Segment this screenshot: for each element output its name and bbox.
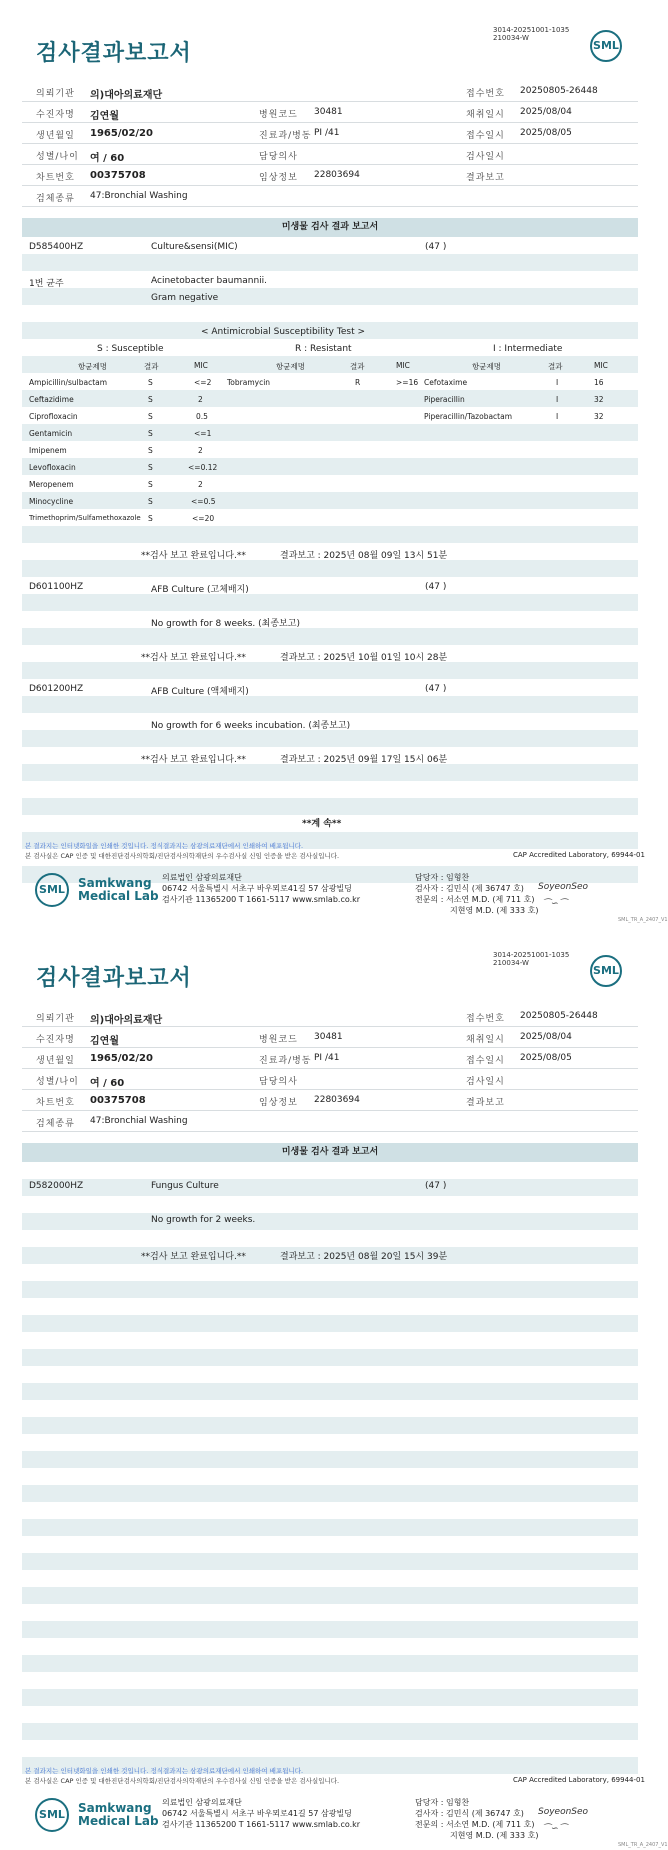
addr-line: 검사기관 11365200 T 1661-5117 www.smlab.co.kr: [162, 895, 361, 904]
row-bg: [22, 1417, 638, 1434]
col-drug: 항균제명: [472, 362, 501, 371]
row-bg: [22, 1706, 638, 1723]
staff-line: 지현영 M.D. (제 333 호): [450, 1831, 539, 1840]
ast-drug: Minocycline: [29, 497, 74, 506]
value-chart: 00375708: [90, 170, 146, 181]
label-clinical: 임상정보: [259, 1098, 298, 1108]
row-bg: [22, 781, 638, 798]
row-bg: [22, 1383, 638, 1400]
label-clinical: 임상정보: [259, 173, 298, 183]
ast-result: S: [148, 429, 153, 438]
brand-line-2: Medical Lab: [78, 889, 159, 903]
col-result: 결과: [350, 362, 365, 371]
section-title: 미생물 검사 결과 보고서: [22, 1143, 638, 1162]
ast-result: S: [148, 378, 153, 387]
label-collect: 채취일시: [466, 1035, 505, 1045]
row-bg: [22, 1451, 638, 1468]
signature-scribble: ⌒∽⌒: [542, 899, 568, 909]
row-bg: [22, 458, 638, 475]
form-version: SML_TR_A_2407_V1: [618, 1842, 668, 1848]
signature: SoyeonSeo: [538, 1807, 589, 1817]
cap-accreditation: CAP Accredited Laboratory, 69944-01: [513, 1776, 645, 1784]
ast-result: S: [148, 497, 153, 506]
ast-mic: 0.5: [196, 412, 208, 421]
form-version: SML_TR_A_2407_V1: [618, 917, 668, 923]
row-bg: [22, 1655, 638, 1672]
samkwang-logo: SML: [35, 1798, 69, 1832]
footer-staff: [415, 1797, 538, 1841]
brand-line-1: Samkwang: [78, 876, 152, 890]
row-bg: [22, 1604, 638, 1621]
ast-mic: <=0.12: [188, 463, 218, 472]
footer-address: [162, 872, 360, 905]
test-result: No growth for 2 weeks.: [151, 1215, 256, 1225]
ast-mic: 2: [198, 480, 203, 489]
sml-logo: SML: [590, 30, 622, 62]
col-result: 결과: [144, 362, 159, 371]
row-bg: [22, 1434, 638, 1451]
ast-mic: 16: [594, 378, 604, 387]
row-bg: [22, 1349, 638, 1366]
report-code: [493, 26, 569, 42]
label-patient: 수진자명: [36, 110, 75, 120]
label-doctor: 담당의사: [259, 1077, 298, 1087]
report-code-1: 3014-20251001-1035: [493, 951, 570, 959]
row-bg: [22, 1502, 638, 1519]
brand-line-2: Medical Lab: [78, 1814, 159, 1828]
legend-intermediate: I : Intermediate: [493, 344, 563, 354]
complete-text: **검사 보고 완료입니다.**: [141, 551, 246, 561]
row-bg: [22, 798, 638, 815]
ast-drug: Meropenem: [29, 480, 74, 489]
label-resultrep: 결과보고: [466, 173, 505, 183]
staff-line: 담당자 : 임형찬: [415, 1798, 470, 1807]
ast-mic: <=0.5: [191, 497, 216, 506]
label-collect: 채취일시: [466, 110, 505, 120]
value-patient: 김연월: [90, 1036, 119, 1047]
test-name: Fungus Culture: [151, 1181, 219, 1191]
brand-name: [78, 1802, 159, 1828]
footer-cert-note: 본 검사실은 CAP 인증 및 대한진단검사의학회/진단검사의학재단의 우수검사실 신임 인증을 받은 검사실입니다.: [25, 1777, 340, 1785]
brand-line-1: Samkwang: [78, 1801, 152, 1815]
value-specimen: 47:Bronchial Washing: [90, 1116, 188, 1126]
row-bg: [22, 628, 638, 645]
label-hospcode: 병원코드: [259, 1035, 298, 1045]
report-page-2: [0, 925, 668, 1850]
value-accno: 20250805-26448: [520, 86, 598, 96]
ast-drug: Piperacillin: [424, 395, 465, 404]
row-bg: [22, 1230, 638, 1247]
value-clinical: 22803694: [314, 1095, 360, 1105]
row-bg: [22, 696, 638, 713]
row-bg: [22, 526, 638, 543]
ast-mic: 2: [198, 446, 203, 455]
row-bg: [22, 1196, 638, 1213]
samkwang-logo: SML: [35, 873, 69, 907]
label-dept: 진료과/병동: [259, 1056, 312, 1066]
addr-line: 검사기관 11365200 T 1661-5117 www.smlab.co.kr: [162, 1820, 361, 1829]
ast-result: S: [148, 480, 153, 489]
ast-result: S: [148, 395, 153, 404]
value-dept: PI /41: [314, 128, 340, 138]
label-chart: 차트번호: [36, 173, 75, 183]
ast-drug: Trimethoprim/Sulfamethoxazole: [29, 514, 141, 522]
legend-susceptible: S : Susceptible: [97, 344, 164, 354]
row-bg: [22, 390, 638, 407]
ast-result: S: [148, 446, 153, 455]
row-bg: [22, 1162, 638, 1179]
patient-info-table: [22, 1006, 638, 1132]
complete-text: **검사 보고 완료입니다.**: [141, 1252, 246, 1262]
ast-result: R: [355, 378, 361, 387]
ast-drug: Ciprofloxacin: [29, 412, 78, 421]
addr-line: 06742 서울특별시 서초구 바우뫼로41길 57 삼광빌딩: [162, 884, 352, 893]
label-institution: 의뢰기관: [36, 89, 75, 99]
row-bg: [22, 1298, 638, 1315]
row-bg: [22, 730, 638, 747]
report-code-2: 210034-W: [493, 959, 529, 967]
label-institution: 의뢰기관: [36, 1014, 75, 1024]
value-hospcode: 30481: [314, 1032, 343, 1042]
label-birth: 생년월일: [36, 131, 75, 141]
report-time: 결과보고 : 2025년 08월 09일 13시 51분: [280, 551, 448, 561]
row-bg: [22, 1281, 638, 1298]
row-bg: [22, 1638, 638, 1655]
addr-line: 의료법인 삼광의료재단: [162, 1798, 242, 1807]
ast-mic: 32: [594, 395, 604, 404]
row-bg: [22, 1179, 638, 1196]
col-drug: 항균제명: [276, 362, 305, 371]
page-title: 검사결과보고서: [36, 41, 192, 66]
value-birth: 1965/02/20: [90, 1053, 153, 1064]
test-code: D601100HZ: [29, 582, 84, 592]
row-bg: [22, 1621, 638, 1638]
specimen-code: (47 ): [425, 242, 447, 252]
ast-result: I: [556, 395, 559, 404]
report-time: 결과보고 : 2025년 10월 01일 10시 28분: [280, 653, 448, 663]
label-specimen: 검체종류: [36, 1119, 75, 1129]
test-result: No growth for 6 weeks incubation. (최종보고): [151, 721, 351, 731]
row-bg: [22, 577, 638, 594]
ast-mic: >=16: [396, 378, 419, 387]
report-code-1: 3014-20251001-1035: [493, 26, 570, 34]
row-bg: [22, 441, 638, 458]
value-receive: 2025/08/05: [520, 128, 572, 138]
col-mic: MIC: [194, 361, 208, 370]
row-bg: [22, 1553, 638, 1570]
row-bg: [22, 424, 638, 441]
row-bg: [22, 1213, 638, 1230]
value-clinical: 22803694: [314, 170, 360, 180]
label-birth: 생년월일: [36, 1056, 75, 1066]
sml-logo: SML: [590, 955, 622, 987]
report-time: 결과보고 : 2025년 09월 17일 15시 06분: [280, 755, 448, 765]
footer-address: [162, 1797, 360, 1830]
row-bg: [22, 407, 638, 424]
row-bg: [22, 662, 638, 679]
row-bg: [22, 679, 638, 696]
signature-scribble: ⌒∽⌒: [542, 1824, 568, 1834]
row-bg: [22, 1264, 638, 1281]
ast-title: < Antimicrobial Susceptibility Test >: [201, 327, 365, 337]
label-chart: 차트번호: [36, 1098, 75, 1108]
ast-drug: Ceftazidime: [29, 395, 74, 404]
col-mic: MIC: [594, 361, 608, 370]
value-institution: 의)대아의료재단: [90, 1015, 163, 1026]
label-sexage: 성별/나이: [36, 152, 79, 162]
ast-mic: 2: [198, 395, 203, 404]
staff-line: 담당자 : 임형찬: [415, 873, 470, 882]
row-bg: [22, 373, 638, 390]
ast-drug: Piperacillin/Tazobactam: [424, 412, 513, 421]
staff-line: 지현영 M.D. (제 333 호): [450, 906, 539, 915]
row-bg: [22, 764, 638, 781]
value-receive: 2025/08/05: [520, 1053, 572, 1063]
specimen-code: (47 ): [425, 1181, 447, 1191]
organism-name: Acinetobacter baumannii.: [151, 276, 268, 286]
row-bg: [22, 475, 638, 492]
row-bg: [22, 1485, 638, 1502]
complete-text: **검사 보고 완료입니다.**: [141, 755, 246, 765]
value-collect: 2025/08/04: [520, 1032, 572, 1042]
row-bg: [22, 1570, 638, 1587]
row-bg: [22, 237, 638, 254]
test-name: Culture&sensi(MIC): [151, 242, 238, 252]
value-hospcode: 30481: [314, 107, 343, 117]
test-result: No growth for 8 weeks. (최종보고): [151, 619, 300, 629]
value-collect: 2025/08/04: [520, 107, 572, 117]
ast-result: S: [148, 463, 153, 472]
row-bg: [22, 1587, 638, 1604]
row-bg: [22, 1315, 638, 1332]
ast-mic: <=20: [192, 514, 215, 523]
label-accno: 접수번호: [466, 89, 505, 99]
col-drug: 항균제명: [78, 362, 107, 371]
test-name: AFB Culture (액체배지): [151, 687, 249, 697]
label-exam: 검사일시: [466, 152, 505, 162]
label-receive: 접수일시: [466, 131, 505, 141]
row-bg: [22, 1689, 638, 1706]
value-patient: 김연월: [90, 111, 119, 122]
label-accno: 접수번호: [466, 1014, 505, 1024]
label-doctor: 담당의사: [259, 152, 298, 162]
legend-resistant: R : Resistant: [295, 344, 352, 354]
addr-line: 06742 서울특별시 서초구 바우뫼로41길 57 삼광빌딩: [162, 1809, 352, 1818]
value-dept: PI /41: [314, 1053, 340, 1063]
specimen-code: (47 ): [425, 582, 447, 592]
staff-line: 검사자 : 김민식 (제 36747 호): [415, 1809, 524, 1818]
isolate-label: 1번 균주: [29, 279, 64, 289]
label-hospcode: 병원코드: [259, 110, 298, 120]
report-code-2: 210034-W: [493, 34, 529, 42]
label-patient: 수진자명: [36, 1035, 75, 1045]
ast-mic: <=2: [194, 378, 212, 387]
row-bg: [22, 305, 638, 322]
ast-result: S: [148, 514, 153, 523]
row-bg: [22, 271, 638, 288]
footer-note: 본 결과지는 인터넷화일을 인쇄한 것입니다. 정식결과지는 삼광의료재단에서 인쇄하여 배포됩니다.: [25, 842, 304, 850]
staff-line: 전문의 : 서소연 M.D. (제 711 호): [415, 895, 535, 904]
value-institution: 의)대아의료재단: [90, 90, 163, 101]
label-exam: 검사일시: [466, 1077, 505, 1087]
row-bg: [22, 1672, 638, 1689]
row-bg: [22, 1332, 638, 1349]
row-bg: [22, 254, 638, 271]
row-bg: [22, 1536, 638, 1553]
value-sexage: 여 / 60: [90, 1078, 125, 1089]
test-code: D601200HZ: [29, 684, 84, 694]
row-bg: [22, 1468, 638, 1485]
footer-note: 본 결과지는 인터넷화일을 인쇄한 것입니다. 정식결과지는 삼광의료재단에서 인쇄하여 배포됩니다.: [25, 1767, 304, 1775]
label-receive: 접수일시: [466, 1056, 505, 1066]
report-code: [493, 951, 569, 967]
col-mic: MIC: [396, 361, 410, 370]
brand-name: [78, 877, 159, 903]
row-bg: [22, 560, 638, 577]
ast-drug: Imipenem: [29, 446, 67, 455]
test-code: D582000HZ: [29, 1181, 84, 1191]
row-bg: [22, 1740, 638, 1757]
row-bg: [22, 356, 638, 373]
row-bg: [22, 1723, 638, 1740]
test-name: AFB Culture (고체배지): [151, 585, 249, 595]
row-bg: [22, 492, 638, 509]
label-dept: 진료과/병동: [259, 131, 312, 141]
staff-line: 검사자 : 김민식 (제 36747 호): [415, 884, 524, 893]
continued-text: **계 속**: [302, 819, 342, 829]
section-title: 미생물 검사 결과 보고서: [22, 218, 638, 237]
ast-drug: Ampicillin/sulbactam: [29, 378, 108, 387]
specimen-code: (47 ): [425, 684, 447, 694]
ast-drug: Gentamicin: [29, 429, 73, 438]
staff-line: 전문의 : 서소연 M.D. (제 711 호): [415, 1820, 535, 1829]
gram-stain: Gram negative: [151, 293, 219, 303]
test-code: D585400HZ: [29, 242, 84, 252]
ast-drug: Tobramycin: [227, 378, 271, 387]
page-title: 검사결과보고서: [36, 966, 192, 991]
label-sexage: 성별/나이: [36, 1077, 79, 1087]
row-bg: [22, 1519, 638, 1536]
ast-result: I: [556, 412, 559, 421]
ast-drug: Cefotaxime: [424, 378, 468, 387]
addr-line: 의료법인 삼광의료재단: [162, 873, 242, 882]
patient-info-table: [22, 81, 638, 207]
value-specimen: 47:Bronchial Washing: [90, 191, 188, 201]
row-bg: [22, 1400, 638, 1417]
row-bg: [22, 1366, 638, 1383]
row-bg: [22, 594, 638, 611]
ast-result: I: [556, 378, 559, 387]
signature: SoyeonSeo: [538, 882, 589, 892]
value-chart: 00375708: [90, 1095, 146, 1106]
ast-drug: Levofloxacin: [29, 463, 76, 472]
footer-staff: [415, 872, 538, 916]
value-accno: 20250805-26448: [520, 1011, 598, 1021]
value-sexage: 여 / 60: [90, 153, 125, 164]
row-bg: [22, 288, 638, 305]
ast-mic: 32: [594, 412, 604, 421]
label-resultrep: 결과보고: [466, 1098, 505, 1108]
row-bg: [22, 611, 638, 628]
value-birth: 1965/02/20: [90, 128, 153, 139]
ast-result: S: [148, 412, 153, 421]
ast-mic: <=1: [194, 429, 212, 438]
footer-cert-note: 본 검사실은 CAP 인증 및 대한진단검사의학회/진단검사의학재단의 우수검사실 신임 인증을 받은 검사실입니다.: [25, 852, 340, 860]
complete-text: **검사 보고 완료입니다.**: [141, 653, 246, 663]
cap-accreditation: CAP Accredited Laboratory, 69944-01: [513, 851, 645, 859]
report-time: 결과보고 : 2025년 08월 20일 15시 39분: [280, 1252, 448, 1262]
label-specimen: 검체종류: [36, 194, 75, 204]
col-result: 결과: [548, 362, 563, 371]
